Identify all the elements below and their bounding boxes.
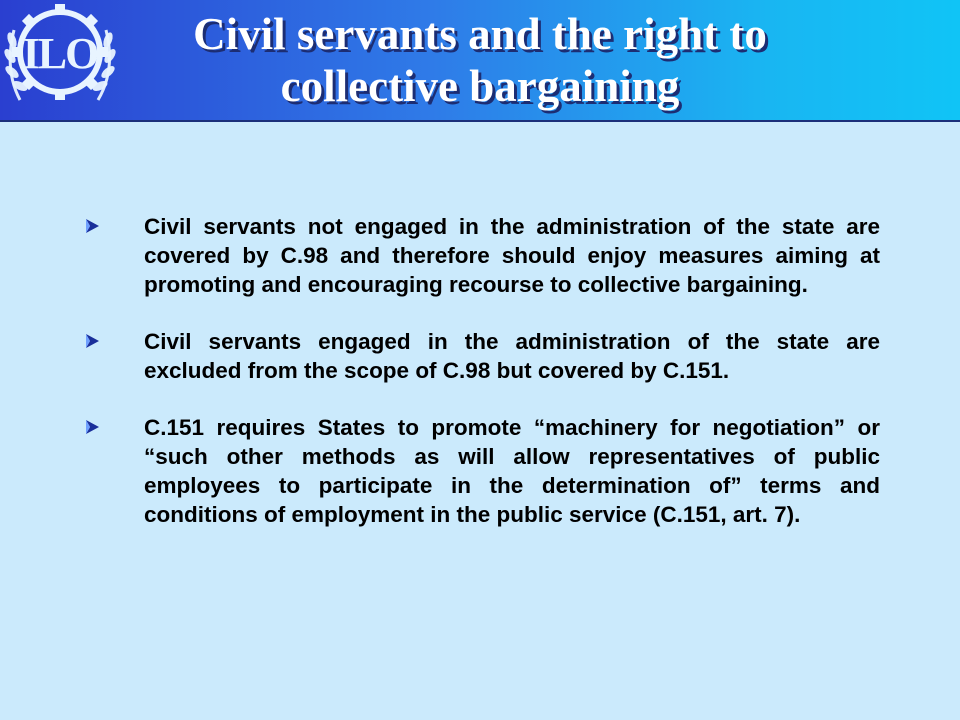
list-item	[80, 413, 880, 529]
bullet-text: Civil servants engaged in the administration of the state are excluded from the scope of C.98 but covered by C.151.	[144, 329, 880, 383]
bullet-list	[80, 212, 880, 557]
ilo-emblem-icon	[0, 0, 122, 118]
title-line-2: collective bargaining	[280, 61, 680, 111]
arrowhead-bullet-icon	[84, 419, 100, 435]
list-item	[80, 212, 880, 299]
logo-letters: ILO	[22, 29, 98, 78]
title-divider	[0, 120, 960, 122]
arrowhead-bullet-icon	[84, 218, 100, 234]
bullet-text: C.151 requires States to promote “machinery for negotiation” or “such other methods as will allow representatives of public employees to participate in the determination of” terms and conditions of employment in the public service (C.151, art. 7).	[144, 415, 880, 527]
bullet-text: Civil servants not engaged in the administration of the state are covered by C.98 and therefore should enjoy measures aiming at promoting and encouraging recourse to collective bargaining.	[144, 214, 880, 297]
title-line-1: Civil servants and the right to	[193, 9, 767, 59]
arrowhead-bullet-icon	[84, 333, 100, 349]
slide-title	[130, 8, 830, 112]
list-item	[80, 327, 880, 385]
